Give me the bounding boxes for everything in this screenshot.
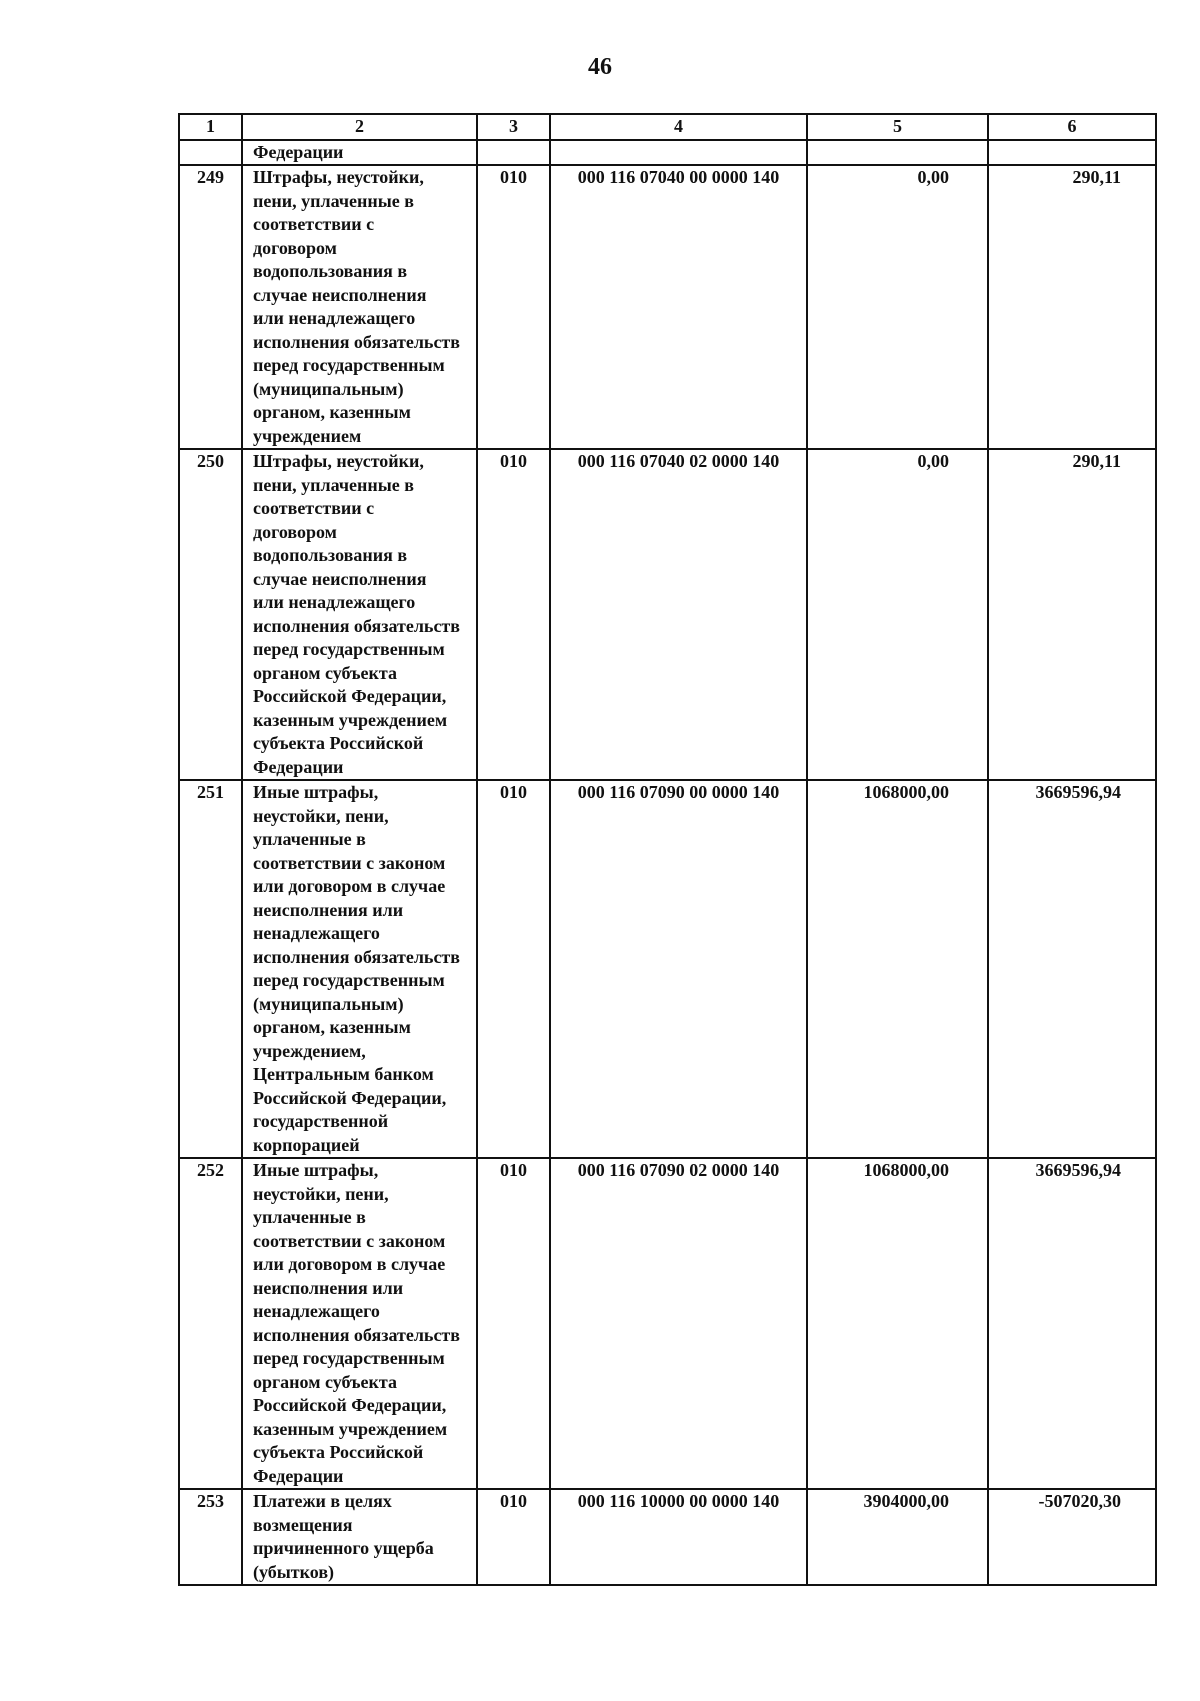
- description-line: пени, уплаченные в: [253, 474, 414, 495]
- description-line: соответствии с: [253, 498, 375, 518]
- description-line: договором: [253, 237, 337, 258]
- description-line: (муниципальным): [253, 378, 404, 399]
- description-line: или ненадлежащего: [253, 308, 416, 328]
- continuation-admin-cell: [477, 140, 550, 166]
- row-plan-amount: 1068000,00: [807, 780, 988, 1158]
- description-line: исполнения обязательств: [253, 331, 460, 352]
- budget-revenue-table: [178, 113, 1157, 1586]
- description-line: ненадлежащего: [253, 1301, 380, 1321]
- description-line: Российской Федерации,: [253, 1395, 447, 1415]
- continuation-plan-cell: [807, 140, 988, 166]
- description-line: соответствии с законом: [253, 1230, 446, 1251]
- column-number-3: 3: [477, 114, 550, 140]
- row-plan-amount: 1068000,00: [807, 1158, 988, 1489]
- description-line: пени, уплаченные в: [253, 190, 414, 211]
- column-number-5: 5: [807, 114, 988, 140]
- description-line: исполнения обязательств: [253, 615, 460, 636]
- column-number-header-row: [179, 114, 1156, 140]
- description-line: соответствии с: [253, 214, 375, 234]
- description-line: или договором в случае: [253, 1254, 446, 1274]
- description-line: перед государственным: [253, 639, 445, 659]
- continuation-code-cell: [550, 140, 807, 166]
- row-fact-amount: 290,11: [988, 449, 1156, 780]
- description-line: исполнения обязательств: [253, 946, 460, 967]
- description-line: корпорацией: [253, 1134, 360, 1155]
- row-plan-amount: 3904000,00: [807, 1489, 988, 1585]
- row-number: 250: [179, 449, 242, 780]
- row-admin-code: 010: [477, 449, 550, 780]
- description-line: неустойки, пени,: [253, 1183, 389, 1204]
- description-line: соответствии с законом: [253, 852, 446, 873]
- description-line: водопользования в: [253, 545, 408, 565]
- description-line: Федерации: [253, 1465, 344, 1486]
- description-line: случае неисполнения: [253, 568, 427, 589]
- description-line: водопользования в: [253, 261, 408, 281]
- description-line: Иные штрафы,: [253, 1160, 379, 1180]
- description-line: субъекта Российской: [253, 733, 424, 753]
- description-line: Центральным банком: [253, 1064, 434, 1084]
- page-number: 46: [588, 54, 612, 80]
- table-row: [179, 165, 1156, 449]
- row-classification-code: 000 116 10000 00 0000 140: [550, 1489, 807, 1585]
- row-classification-code: 000 116 07040 02 0000 140: [550, 449, 807, 780]
- continuation-fact-cell: [988, 140, 1156, 166]
- description-line: Федерации: [253, 756, 344, 777]
- description-line: возмещения: [253, 1514, 353, 1535]
- row-number: 249: [179, 165, 242, 449]
- description-line: (убытков): [253, 1561, 335, 1582]
- description-line: Российской Федерации,: [253, 686, 447, 706]
- row-fact-amount: -507020,30: [988, 1489, 1156, 1585]
- row-classification-code: 000 116 07040 00 0000 140: [550, 165, 807, 449]
- row-fact-amount: 290,11: [988, 165, 1156, 449]
- description-line: государственной: [253, 1111, 389, 1131]
- row-number: 251: [179, 780, 242, 1158]
- row-description: [242, 1489, 477, 1585]
- table-row: [179, 449, 1156, 780]
- description-line: Платежи в целях: [253, 1491, 392, 1511]
- table-row: [179, 1489, 1156, 1585]
- description-line: органом субъекта: [253, 1371, 397, 1392]
- continuation-num-cell: [179, 140, 242, 166]
- description-line: перед государственным: [253, 1348, 445, 1368]
- row-description: [242, 449, 477, 780]
- description-line: уплаченные в: [253, 829, 366, 849]
- row-classification-code: 000 116 07090 00 0000 140: [550, 780, 807, 1158]
- description-line: Российской Федерации,: [253, 1087, 447, 1108]
- row-fact-amount: 3669596,94: [988, 1158, 1156, 1489]
- description-line: исполнения обязательств: [253, 1324, 460, 1345]
- column-number-6: 6: [988, 114, 1156, 140]
- row-plan-amount: 0,00: [807, 165, 988, 449]
- description-line: перед государственным: [253, 970, 445, 990]
- description-line: органом субъекта: [253, 662, 397, 683]
- description-line: случае неисполнения: [253, 284, 427, 305]
- description-line: неисполнения или: [253, 899, 404, 920]
- description-line: казенным учреждением: [253, 709, 448, 730]
- description-line: органом, казенным: [253, 402, 411, 422]
- description-line: субъекта Российской: [253, 1442, 424, 1462]
- description-line: учреждением,: [253, 1040, 366, 1061]
- column-number-2: 2: [242, 114, 477, 140]
- description-line: учреждением: [253, 425, 362, 446]
- description-line: договором: [253, 521, 337, 542]
- description-line: (муниципальным): [253, 993, 404, 1014]
- row-number: 253: [179, 1489, 242, 1585]
- row-description: [242, 165, 477, 449]
- description-line: Иные штрафы,: [253, 782, 379, 802]
- column-number-1: 1: [179, 114, 242, 140]
- description-line: ненадлежащего: [253, 923, 380, 943]
- description-line: уплаченные в: [253, 1207, 366, 1227]
- row-admin-code: 010: [477, 780, 550, 1158]
- row-fact-amount: 3669596,94: [988, 780, 1156, 1158]
- description-line: или ненадлежащего: [253, 592, 416, 612]
- description-line: или договором в случае: [253, 876, 446, 896]
- row-number: 252: [179, 1158, 242, 1489]
- row-classification-code: 000 116 07090 02 0000 140: [550, 1158, 807, 1489]
- row-admin-code: 010: [477, 1158, 550, 1489]
- table-row: [179, 780, 1156, 1158]
- description-line: причиненного ущерба: [253, 1538, 434, 1558]
- description-line: Штрафы, неустойки,: [253, 167, 424, 187]
- description-line: казенным учреждением: [253, 1418, 448, 1439]
- description-line: органом, казенным: [253, 1017, 411, 1037]
- description-line: неисполнения или: [253, 1277, 404, 1298]
- row-admin-code: 010: [477, 165, 550, 449]
- row-description: [242, 780, 477, 1158]
- continuation-description: Федерации: [242, 140, 477, 166]
- column-number-4: 4: [550, 114, 807, 140]
- row-plan-amount: 0,00: [807, 449, 988, 780]
- row-description: [242, 1158, 477, 1489]
- table-row: [179, 1158, 1156, 1489]
- description-line: Штрафы, неустойки,: [253, 451, 424, 471]
- row-admin-code: 010: [477, 1489, 550, 1585]
- description-line: неустойки, пени,: [253, 805, 389, 826]
- description-line: перед государственным: [253, 355, 445, 375]
- continuation-row: [179, 140, 1156, 166]
